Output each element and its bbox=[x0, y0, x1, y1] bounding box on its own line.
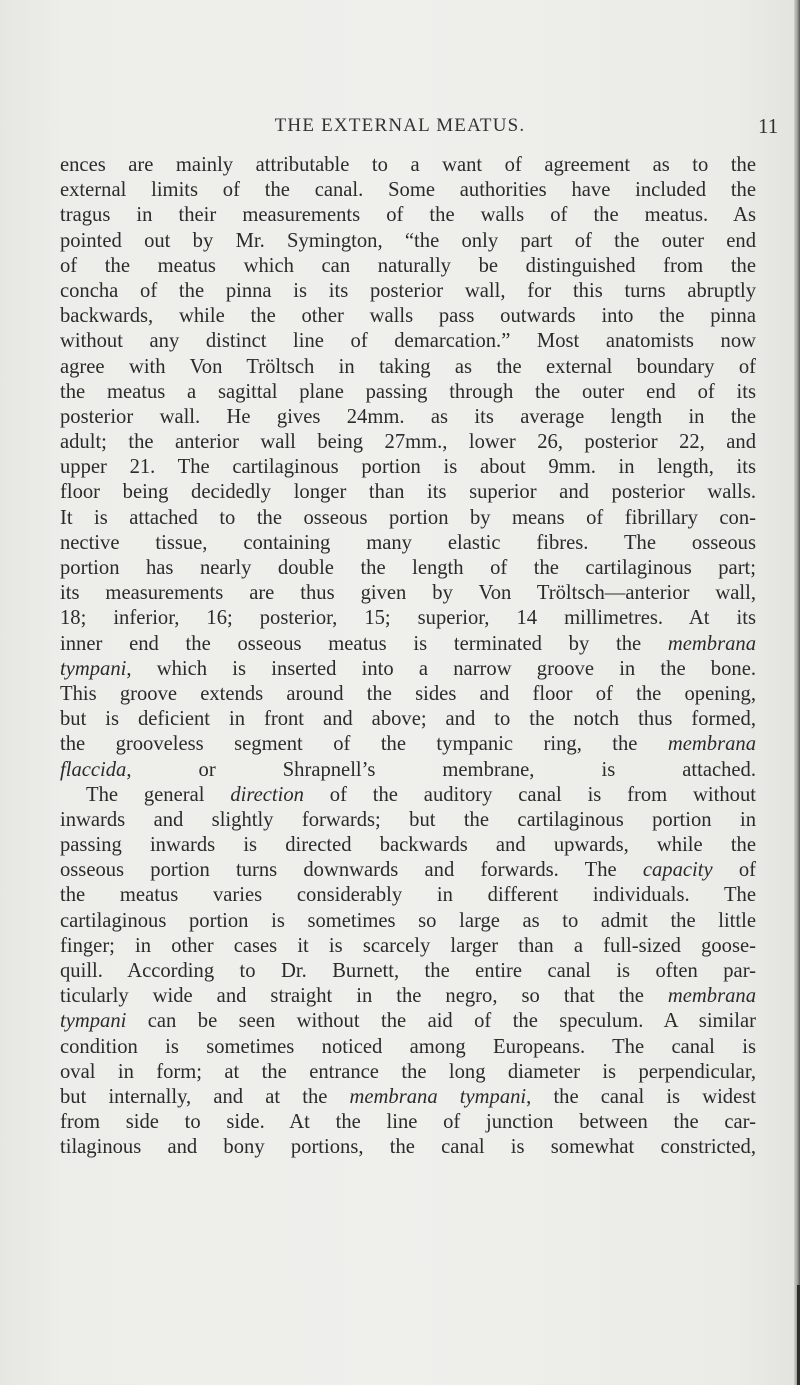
text-line bbox=[60, 405, 756, 430]
body-text bbox=[60, 153, 756, 1161]
text-line bbox=[60, 254, 756, 279]
text-segment: from side to side. At the line of junction between the car- bbox=[60, 1111, 756, 1134]
text-segment: ences are mainly attributable to a want of agreement as to the bbox=[60, 154, 756, 176]
text-segment: the meatus varies considerably in different individuals. The bbox=[60, 884, 756, 907]
text-line bbox=[60, 1060, 756, 1085]
text-segment: of the meatus which can naturally be distinguished from the bbox=[60, 254, 756, 277]
italic-term: membrana bbox=[667, 632, 756, 655]
text-line bbox=[60, 355, 756, 380]
text-segment: tilaginous and bony portions, the canal is somewhat constricted, bbox=[60, 1136, 756, 1159]
text-line bbox=[60, 783, 756, 808]
italic-term: tympani bbox=[60, 1010, 127, 1033]
text-segment: nective tissue, containing many elastic fibres. The osseous bbox=[60, 531, 756, 554]
text-segment: It is attached to the osseous portion by means of fibrillary con- bbox=[60, 506, 756, 529]
text-segment: can be seen without the aid of the speculum. A similar bbox=[126, 1010, 756, 1033]
text-line bbox=[60, 883, 756, 908]
text-line bbox=[60, 858, 756, 883]
italic-term: direction bbox=[230, 783, 304, 806]
text-segment: , which is inserted into a narrow groove in the bone. bbox=[126, 657, 756, 680]
text-segment: , or Shrapnell’s membrane, is attached. bbox=[126, 758, 756, 781]
text-segment: concha of the pinna is its posterior wall, for this turns abruptly bbox=[60, 279, 756, 302]
italic-term: flaccida bbox=[60, 758, 127, 781]
text-line bbox=[60, 959, 756, 984]
text-segment: cartilaginous portion is sometimes so large as to admit the little bbox=[60, 909, 756, 932]
text-line bbox=[60, 329, 756, 354]
text-segment: passing inwards is directed backwards and upwards, while the bbox=[60, 834, 756, 857]
text-line bbox=[60, 1035, 756, 1060]
text-line bbox=[60, 707, 756, 732]
text-line bbox=[60, 153, 756, 178]
text-segment: quill. According to Dr. Burnett, the entire canal is often par- bbox=[60, 960, 756, 982]
text-line bbox=[60, 380, 756, 405]
text-segment: posterior wall. He gives 24mm. as its average length in the bbox=[60, 405, 756, 428]
text-line bbox=[60, 203, 756, 228]
text-line bbox=[60, 1135, 756, 1160]
italic-term: membrana tympani bbox=[349, 1085, 527, 1108]
text-segment: inner end the osseous meatus is terminated by the bbox=[60, 632, 668, 655]
text-segment: osseous portion turns downwards and forwards. The bbox=[60, 859, 643, 882]
text-line bbox=[60, 732, 756, 757]
text-line bbox=[60, 682, 756, 707]
text-line bbox=[60, 480, 756, 505]
text-segment: tragus in their measurements of the walls of the meatus. As bbox=[60, 204, 756, 227]
text-line bbox=[60, 758, 756, 783]
text-segment: portion has nearly double the length of the cartilaginous part; bbox=[60, 557, 756, 579]
text-line bbox=[60, 632, 756, 657]
text-line bbox=[60, 279, 756, 304]
text-segment: This groove extends around the sides and floor of the opening, bbox=[60, 682, 756, 705]
text-segment: , the canal is widest bbox=[526, 1085, 756, 1108]
page-edge-shadow bbox=[794, 0, 800, 1385]
italic-term: capacity bbox=[642, 859, 713, 882]
text-line bbox=[60, 556, 756, 581]
text-line bbox=[60, 304, 756, 329]
text-line bbox=[60, 833, 756, 858]
text-segment: but internally, and at the bbox=[60, 1085, 350, 1108]
page-number: 11 bbox=[758, 114, 779, 138]
text-line bbox=[60, 531, 756, 556]
text-line bbox=[60, 909, 756, 934]
text-segment: of bbox=[712, 859, 756, 882]
text-line bbox=[60, 430, 756, 455]
text-segment: the grooveless segment of the tympanic ring, the bbox=[60, 733, 668, 756]
text-line bbox=[60, 606, 756, 631]
text-segment: adult; the anterior wall being 27mm., lower 26, posterior 22, and bbox=[60, 431, 756, 454]
text-line bbox=[60, 178, 756, 203]
italic-term: membrana bbox=[667, 985, 756, 1008]
text-line bbox=[60, 1110, 756, 1135]
text-segment: the meatus a sagittal plane passing through the outer end of its bbox=[60, 380, 756, 403]
text-segment: of the auditory canal is from without bbox=[303, 783, 756, 806]
text-segment: ticularly wide and straight in the negro, so that the bbox=[60, 985, 668, 1008]
text-line bbox=[60, 984, 756, 1009]
text-line bbox=[60, 229, 756, 254]
text-segment: without any distinct line of demarcation.” Most anatomists now bbox=[60, 330, 756, 353]
italic-term: tympani bbox=[60, 657, 127, 680]
text-line bbox=[60, 455, 756, 480]
text-line bbox=[60, 934, 756, 959]
text-line bbox=[60, 506, 756, 531]
text-line bbox=[60, 1009, 756, 1034]
text-segment: inwards and slightly forwards; but the cartilaginous portion in bbox=[60, 808, 756, 831]
text-segment: The general bbox=[86, 783, 231, 806]
text-segment: 18; inferior, 16; posterior, 15; superior, 14 millimetres. At its bbox=[60, 607, 756, 630]
running-head-title: THE EXTERNAL MEATUS. bbox=[274, 115, 526, 136]
text-line bbox=[60, 581, 756, 606]
text-segment: oval in form; at the entrance the long diameter is perpendicular, bbox=[60, 1060, 756, 1083]
text-segment: pointed out by Mr. Symington, “the only part of the outer end bbox=[60, 229, 756, 252]
text-segment: backwards, while the other walls pass outwards into the pinna bbox=[60, 305, 756, 328]
text-segment: floor being decidedly longer than its superior and posterior walls. bbox=[60, 481, 756, 504]
italic-term: membrana bbox=[667, 733, 756, 756]
text-line bbox=[60, 1085, 756, 1110]
text-segment: external limits of the canal. Some authorities have included the bbox=[60, 179, 756, 202]
text-segment: but is deficient in front and above; and to the notch thus formed, bbox=[60, 708, 756, 731]
text-line bbox=[60, 657, 756, 682]
text-segment: agree with Von Tröltsch in taking as the external boundary of bbox=[60, 355, 756, 378]
text-segment: condition is sometimes noticed among Europeans. The canal is bbox=[60, 1035, 756, 1058]
text-segment: upper 21. The cartilaginous portion is about 9mm. in length, its bbox=[60, 456, 756, 479]
text-segment: finger; in other cases it is scarcely larger than a full-sized goose- bbox=[60, 934, 756, 957]
text-line bbox=[60, 808, 756, 833]
text-segment: its measurements are thus given by Von Tröltsch—anterior wall, bbox=[60, 582, 756, 605]
running-head bbox=[0, 111, 800, 141]
